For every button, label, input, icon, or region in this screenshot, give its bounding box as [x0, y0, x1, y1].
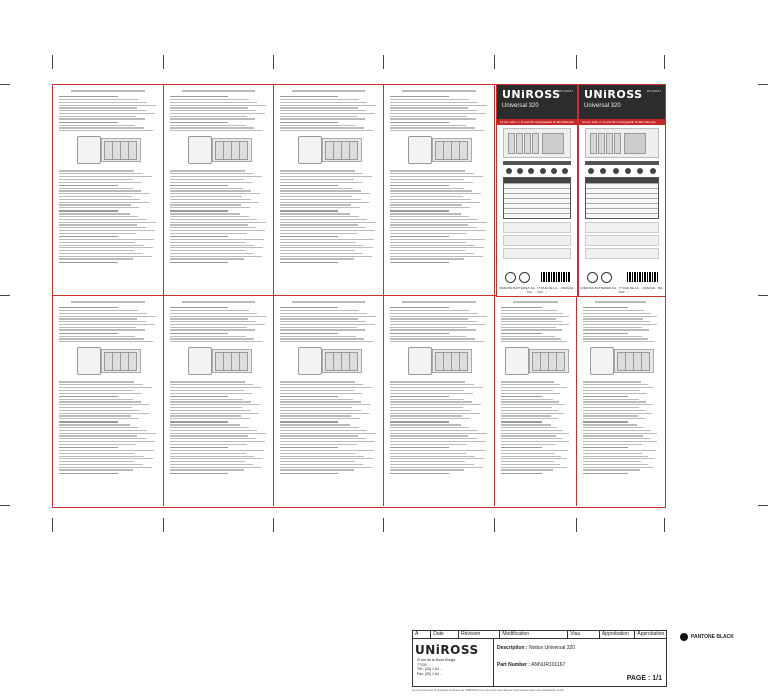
charger-diagram [77, 134, 139, 164]
rev-col-approval-2: Approbation [637, 631, 665, 637]
rev-col-date: Date [431, 631, 459, 638]
instruction-panel [495, 296, 576, 506]
certification-marks [505, 272, 535, 282]
charger-diagram [408, 134, 470, 164]
charger-diagram [298, 345, 360, 375]
model-name: Universal 320 [584, 103, 621, 109]
charger-diagram [188, 134, 250, 164]
charger-illustration [585, 128, 659, 158]
rev-col-a: A [413, 631, 431, 638]
charger-illustration [503, 128, 571, 158]
instruction-panel [274, 296, 383, 506]
instruction-panel [274, 85, 383, 295]
package-header [579, 85, 665, 119]
crop-mark [494, 55, 495, 69]
package-header [497, 85, 577, 119]
crop-mark [664, 55, 665, 69]
feature-block [503, 248, 571, 259]
revision-row [413, 631, 666, 639]
rev-col-revision: Révision [459, 631, 500, 638]
page-number: PAGE : 1/1 [626, 675, 662, 682]
instruction-panel [384, 85, 494, 295]
product-code: RC101167 [646, 89, 661, 93]
confidentiality-note: Ce document est la propriété exclusive de UNIROSS et ne peut être reproduit ou communiqué sans son autorisation écrite. [412, 688, 565, 692]
crop-mark [758, 505, 768, 506]
crop-mark [0, 505, 10, 506]
package-footer: UNIROSS BATTERIES SA - 77 RUE DE LA ... FRANCE - TEL: ... FAX: ... [498, 286, 576, 294]
rev-col-modification: Modification [500, 631, 568, 638]
brand-logo: UNiROSS [584, 88, 643, 101]
certification-marks [587, 272, 617, 282]
brand-logo: UNiROSS [502, 88, 561, 101]
feature-block [503, 222, 571, 233]
instruction-panel [53, 296, 163, 506]
crop-mark [758, 295, 768, 296]
charger-diagram [298, 134, 360, 164]
instruction-panel [164, 85, 273, 295]
title-block-logo: UNiROSS [415, 643, 479, 657]
rev-col-visa: Visa [568, 631, 600, 638]
instruction-panel [164, 296, 273, 506]
info-band [503, 161, 571, 165]
barcode [541, 272, 571, 282]
product-code: RC101167 [558, 89, 573, 93]
pantone-swatch [680, 633, 734, 641]
crop-mark [163, 518, 164, 532]
crop-mark [383, 518, 384, 532]
crop-mark [52, 55, 53, 69]
instruction-panel [577, 296, 664, 506]
crop-mark [163, 55, 164, 69]
crop-mark [52, 518, 53, 532]
company-address: ZI rue de la Noue Rouge 77100 ... Tél.: (33) 1 64 ... Fax: (33) 1 64 ... [417, 658, 456, 676]
color-swatch-icon [680, 633, 688, 641]
feature-block [503, 235, 571, 246]
charger-diagram [408, 345, 470, 375]
package-front [578, 84, 666, 297]
pantone-label: PANTONE BLACK [691, 634, 734, 640]
crop-mark [273, 518, 274, 532]
charger-diagram [505, 345, 567, 375]
crop-mark [0, 84, 10, 85]
charge-time-table [585, 177, 659, 219]
instruction-panel [384, 296, 494, 506]
title-block [412, 630, 667, 687]
crop-mark [664, 518, 665, 532]
package-front [496, 84, 578, 297]
feature-block [585, 235, 659, 246]
crop-mark [383, 55, 384, 69]
feature-icons [585, 168, 659, 174]
instruction-panel [53, 85, 163, 295]
model-name: Universal 320 [502, 103, 539, 109]
charger-diagram [188, 345, 250, 375]
crop-mark [576, 55, 577, 69]
crop-mark [758, 84, 768, 85]
description-field: Description : Notice Universal 320 [497, 645, 576, 651]
feature-icons [503, 168, 571, 174]
crop-mark [0, 295, 10, 296]
package-tagline: for AA, AAA, C, D and 9V rechargeable Ni-MH batteries [579, 119, 665, 125]
rev-col-approval: Approbation [600, 631, 635, 638]
charger-diagram [590, 345, 652, 375]
feature-block [585, 248, 659, 259]
feature-block [585, 222, 659, 233]
crop-mark [494, 518, 495, 532]
package-tagline: for AA, AAA, C, D and 9V rechargeable Ni-MH batteries [497, 119, 577, 125]
info-band [585, 161, 659, 165]
package-footer: UNIROSS BATTERIES SA - 77 RUE DE LA ... FRANCE - TEL: ... FAX: ... [580, 286, 664, 294]
charger-diagram [77, 345, 139, 375]
barcode [627, 272, 659, 282]
crop-mark [576, 518, 577, 532]
crop-mark [273, 55, 274, 69]
part-number-field: Part Number : ANNUR101167 [497, 662, 566, 668]
charge-time-table [503, 177, 571, 219]
